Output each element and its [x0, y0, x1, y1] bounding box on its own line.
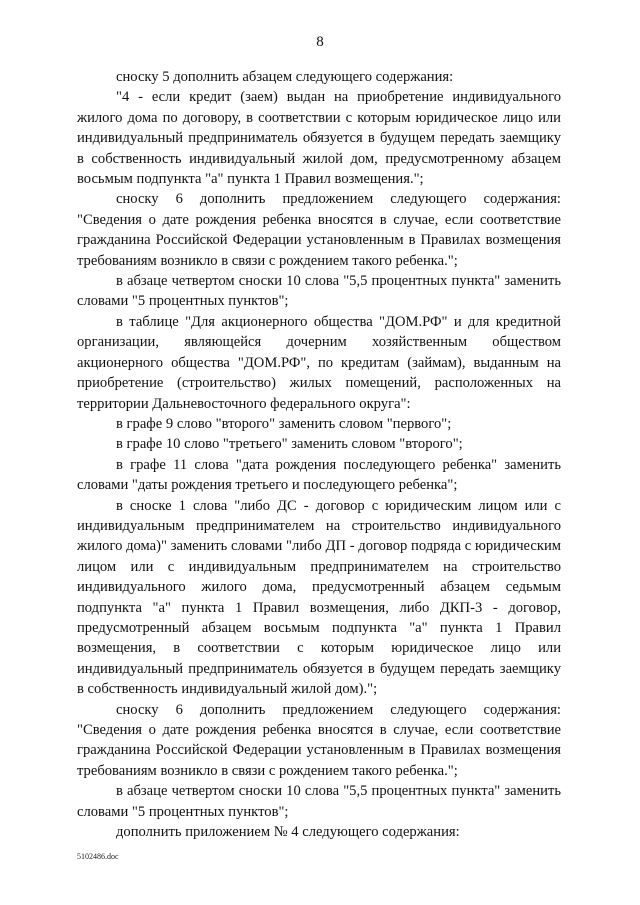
paragraph: в сноске 1 слова "либо ДС - договор с юридическим лицом или с индивидуальным предпринимателем на строительство индивидуального жилого дома)" заменить словами "либо ДП - договор подряда с юридическим лицом или с индивидуальным предпринимателем на строительство индивидуального жилого дома, предусмотренный абзацем седьмым подпункта "а" пункта 1 Правил возмещения, либо ДКП-3 - договор, предусмотренный абзацем восьмым подпункта "а" пункта 1 Правил возмещения, в соответствии с которым юридическое лицо или индивидуальный предприниматель обязуется в будущем передать заемщику в собственность индивидуальный жилой дом)."; [77, 497, 561, 698]
paragraph: в абзаце четвертом сноски 10 слова "5,5 процентных пункта" заменить словами "5 процентных пунктов"; [77, 273, 561, 310]
paragraph: дополнить приложением № 4 следующего содержания: [116, 824, 460, 841]
document-body [77, 67, 561, 842]
document-footer-filename: 5102486.doc [77, 852, 119, 861]
paragraph: в таблице "Для акционерного общества "ДОМ.РФ" и для кредитной организации, являющейся дочерним хозяйственным обществом акционерного общества "ДОМ.РФ", по кредитам (займам), выданным на приобретение (строительство) жилых помещений, расположенных на территории Дальневосточного федерального округа": [77, 313, 561, 412]
paragraph: сноску 5 дополнить абзацем следующего содержания: [116, 69, 454, 85]
paragraph: в графе 9 слово "второго" заменить словом "первого"; [116, 415, 452, 432]
paragraph: в графе 11 слова "дата рождения последующего ребенка" заменить словами "даты рождения третьего и последующего ребенка"; [77, 456, 561, 494]
paragraph: сноску 6 дополнить предложением следующего содержания: "Сведения о дате рождения ребенка вносятся в случае, если соответствие гражданина Российской Федерации установленным в Правилах возмещения требованиям возникло в связи с рождением такого ребенка."; [77, 191, 561, 269]
paragraph: "4 - если кредит (заем) выдан на приобретение индивидуального жилого дома по договору, в соответствии с которым юридическое лицо или индивидуальный предприниматель обязуется в будущем передать заемщику в собственность индивидуальный жилой дом, предусмотренному абзацем восьмым подпункта "а" пункта 1 Правил возмещения."; [77, 89, 561, 188]
paragraph: в графе 10 слово "третьего" заменить словом "второго"; [116, 436, 463, 453]
paragraph: сноску 6 дополнить предложением следующего содержания: "Сведения о дате рождения ребенка вносятся в случае, если соответствие гражданина Российской Федерации установленным в Правилах возмещения требованиям возникло в связи с рождением такого ребенка."; [77, 701, 561, 779]
paragraph: в абзаце четвертом сноски 10 слова "5,5 процентных пункта" заменить словами "5 процентных пунктов"; [77, 783, 561, 820]
page-number: 8 [316, 34, 324, 50]
